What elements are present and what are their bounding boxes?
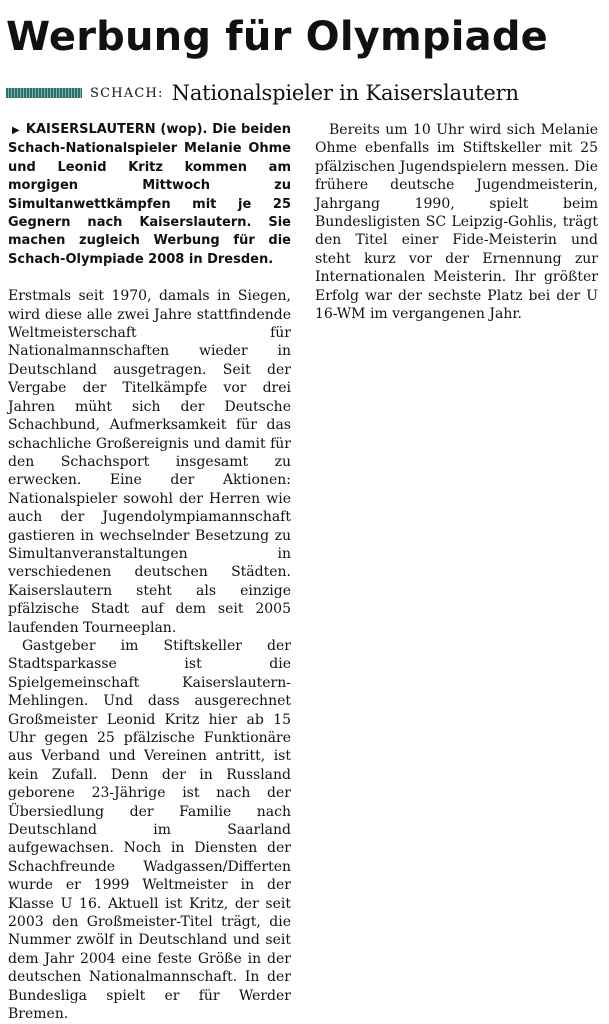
subheadline-title: Nationalspieler in Kaiserslautern <box>171 81 519 105</box>
arrow-right-icon: ▶ <box>12 125 20 136</box>
body-paragraph-3: Bereits um 10 Uhr wird sich Melanie Ohme ebenfalls im Stiftskeller mit 25 pfälzischen Jugendspielern messen. Die frühere deutsche Jugendmeisterin, Jahrgang 1990, spielt beim Bundesligisten SC Leipzig-Gohlis, trägt den Titel einer Fide-Meisterin und steht kurz vor der Ernennung zur Internationalen Meisterin. Ihr größter Erfolg war der sechste Platz bei der U 16-WM im vergangenen Jahr. <box>315 122 598 323</box>
subheadline <box>6 78 519 108</box>
lead-text: KAISERSLAUTERN (wop). Die beiden Schach-Nationalspieler Melanie Ohme und Leonid Kritz kommen am morgigen Mittwoch zu Simultanwettkämpfen mit je 25 Gegnern nach Kaiserslautern. Sie machen zugleich Werbung für die Schach-Olympiade 2008 in Dresden. <box>8 122 291 267</box>
article-column-right <box>315 121 598 323</box>
lead-paragraph <box>8 121 291 269</box>
article-column-left <box>8 121 291 1024</box>
decorative-bar-icon <box>6 88 82 98</box>
subheadline-kicker: SCHACH: <box>90 85 164 101</box>
body-paragraph-2: Gastgeber im Stiftskeller der Stadtsparkasse ist die Spielgemeinschaft Kaiserslautern-Mehlingen. Und dass ausgerechnet Großmeister Leonid Kritz hier ab 15 Uhr gegen 25 pfälzische Funktionäre aus Verband und Vereinen antritt, ist kein Zufall. Denn der in Russland geborene 23-Jährige ist nach der Übersiedlung der Familie nach Deutschland im Saarland aufgewachsen. Noch in Diensten der Schachfreunde Wadgassen/Differten wurde er 1999 Weltmeister in der Klasse U 16. Aktuell ist Kritz, der seit 2003 den Großmeister-Titel trägt, die Nummer zwölf in Deutschland und seit dem Jahr 2004 eine feste Größe in der deutschen Nationalmannschaft. In der Bundesliga spielt er für Werder Bremen. <box>8 637 291 1023</box>
headline: Werbung für Olympiade <box>6 14 548 60</box>
body-paragraph-1: Erstmals seit 1970, damals in Siegen, wird diese alle zwei Jahre stattfindende Weltmeisterschaft für Nationalmannschaften wieder in Deutschland ausgetragen. Seit der Vergabe der Titelkämpfe vor drei Jahren müht sich der Deutsche Schachbund, Aufmerksamkeit für das schachliche Großereignis und damit für den Schachsport insgesamt zu erwecken. Eine der Aktionen: Nationalspieler sowohl der Herren wie auch der Jugendolympiamannschaft gastieren in wechselnder Besetzung zu Simultanveranstaltungen in verschiedenen deutschen Städten. Kaiserslautern steht als einzige pfälzische Stadt auf dem seit 2005 laufenden Tourneeplan. <box>8 288 291 636</box>
